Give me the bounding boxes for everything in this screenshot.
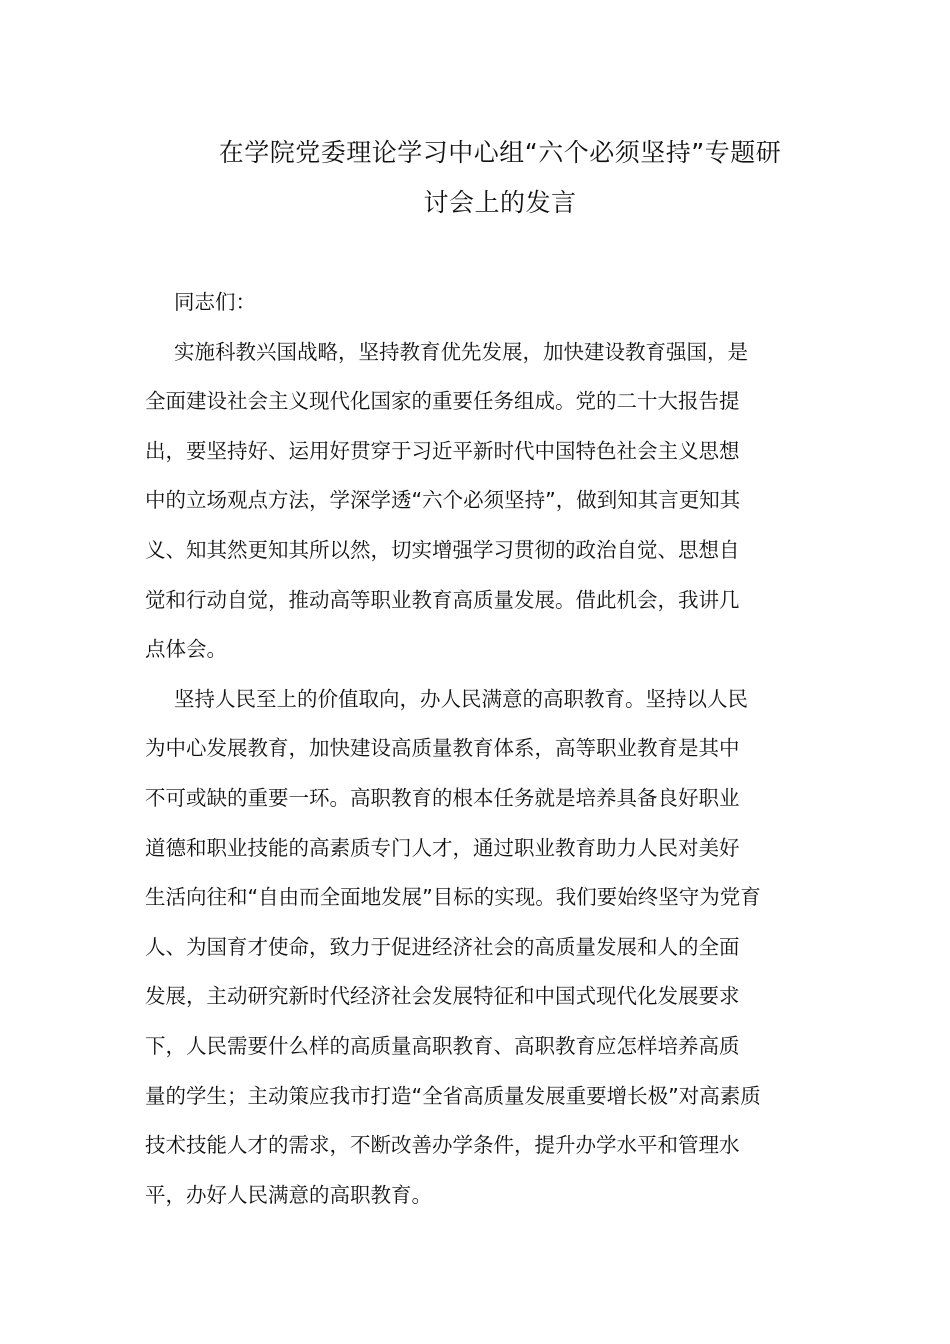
paragraph-line: 坚持人民至上的价值取向，办人民满意的高职教育。坚持以人民 <box>174 686 748 711</box>
paragraph-line: 全面建设社会主义现代化国家的重要任务组成。党的二十大报告提 <box>145 389 740 414</box>
paragraph-line: 出，要坚持好、运用好贯穿于习近平新时代中国特色社会主义思想 <box>145 438 740 463</box>
paragraph-line: 道德和职业技能的高素质专门人才，通过职业教育助力人民对美好 <box>145 835 740 860</box>
paragraph-line: 发展，主动研究新时代经济社会发展特征和中国式现代化发展要求 <box>145 984 740 1009</box>
paragraph-line: 为中心发展教育，加快建设高质量教育体系，高等职业教育是其中 <box>145 736 740 761</box>
paragraph-line: 实施科教兴国战略，坚持教育优先发展，加快建设教育强国，是 <box>174 339 748 364</box>
greeting: 同志们： <box>174 290 256 314</box>
paragraph-line: 量的学生；主动策应我市打造“全省高质量发展重要增长极”对高素质 <box>145 1083 761 1108</box>
paragraph-1 <box>145 328 810 675</box>
paragraph-line: 不可或缺的重要一环。高职教育的根本任务就是培养具备良好职业 <box>145 785 740 810</box>
paragraph-line: 平，办好人民满意的高职教育。 <box>145 1182 432 1207</box>
paragraph-line: 技术技能人才的需求，不断改善办学条件，提升办学水平和管理水 <box>145 1133 740 1158</box>
title-line-1: 在学院党委理论学习中心组“六个必须坚持”专题研 <box>218 138 782 167</box>
paragraph-2 <box>145 675 810 1221</box>
paragraph-line: 下，人民需要什么样的高质量高职教育、高职教育应怎样培养高质 <box>145 1033 740 1058</box>
paragraph-line: 中的立场观点方法，学深学透“六个必须坚持”，做到知其言更知其 <box>145 488 741 513</box>
paragraph-line: 生活向往和“自由而全面地发展”目标的实现。我们要始终坚守为党育 <box>145 885 761 910</box>
document-body <box>145 278 810 1220</box>
paragraph-line: 义、知其然更知其所以然，切实增强学习贯彻的政治自觉、思想自 <box>145 537 740 562</box>
title-line-2: 讨会上的发言 <box>423 188 577 217</box>
paragraph-line: 人、为国育才使命，致力于促进经济社会的高质量发展和人的全面 <box>145 934 740 959</box>
paragraph-line: 觉和行动自觉，推动高等职业教育高质量发展。借此机会，我讲几 <box>145 587 740 612</box>
document-title <box>190 128 810 228</box>
paragraph-line: 点体会。 <box>145 637 227 662</box>
